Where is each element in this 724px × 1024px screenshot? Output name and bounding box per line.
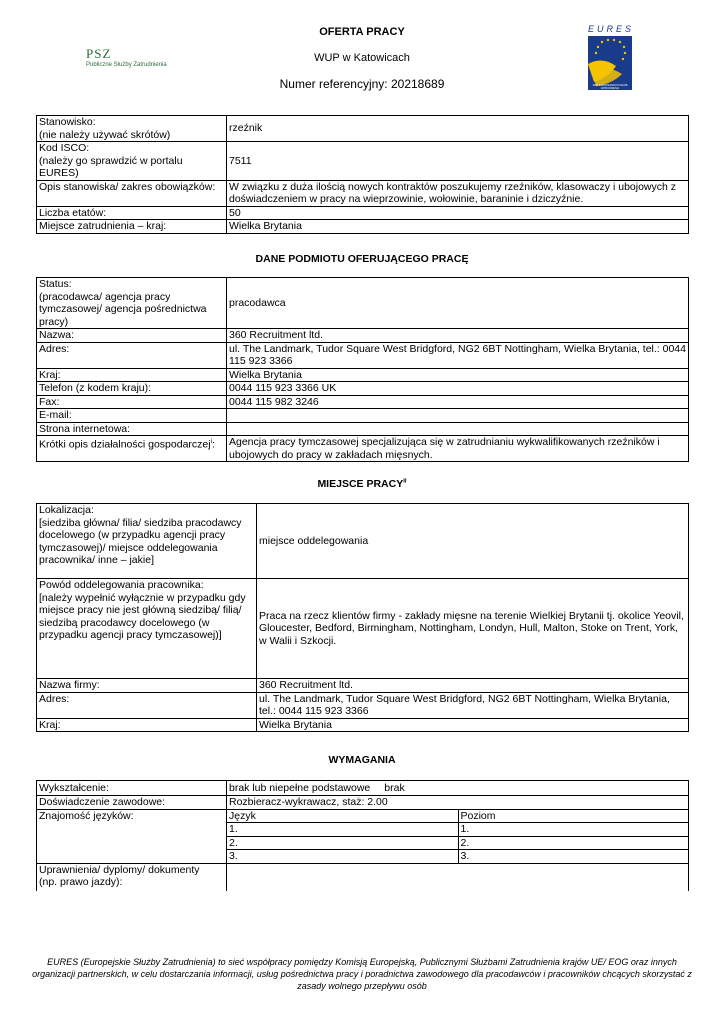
requirements-table (36, 780, 689, 891)
psz-logo-text: Publiczne Służby Zatrudnienia (86, 62, 167, 68)
workplace-table (36, 503, 689, 732)
document-title: OFERTA PRACY (319, 26, 405, 38)
education-value (227, 781, 689, 796)
location-value: miejsce oddelegowania (257, 504, 689, 579)
employer-address-label: Adres: (37, 342, 227, 368)
table-row (37, 220, 689, 234)
level-row-2: 2. (458, 836, 689, 850)
fax-label: Fax: (37, 395, 227, 409)
office-name: WUP w Katowicach (314, 52, 410, 64)
table-row (37, 180, 689, 206)
table-row (37, 809, 689, 863)
description-value: W związku z duża ilością nowych kontraktów poszukujemy rzeźników, klasowaczy i ubojowych z doświadczeniem w pracy na wieprzowinie, wołowinie, baraninie i dziczyźnie. (227, 180, 689, 206)
level-column-header: Poziom (458, 810, 689, 823)
education-value-secondary: brak (384, 781, 405, 794)
website-value (227, 422, 689, 436)
eures-logo (582, 24, 638, 94)
experience-value: Rozbieracz-wykrawacz, staż: 2.00 (227, 796, 689, 810)
table-row (37, 142, 689, 181)
workplace-country-label: Kraj: (37, 718, 257, 732)
table-row (37, 206, 689, 220)
employer-table (36, 277, 689, 462)
level-row-3: 3. (458, 850, 689, 863)
job-table (36, 115, 689, 234)
table-row (37, 863, 689, 891)
isco-label: Kod ISCO: (należy go sprawdzić w portalu EURES) (37, 142, 227, 181)
eures-logo-text: EURES (588, 24, 635, 34)
table-row (227, 810, 689, 823)
business-description-label (37, 436, 227, 462)
requirements-section-title: WYMAGANIA (328, 754, 396, 766)
table-row (37, 409, 689, 423)
reason-label: Powód oddelegowania pracownika: [należy wypełnić wyłącznie w przypadku gdy miejsce pracy nie jest główną siedzibą/ filią/ siedzibą pracodawcy docelowego (w przypadku agencji pracy tymczasowej)] (37, 579, 257, 679)
website-label: Strona internetowa: (37, 422, 227, 436)
language-row-1: 1. (227, 823, 458, 837)
reason-value: Praca na rzecz klientów firmy - zakłady mięsne na terenie Wielkiej Brytanii tj. okolice Yeovil, Gloucester, Bedford, Birmingham, Nottingham, Londyn, Hull, Malton, Stoke on Trent, York, w Walii i Szkocji. (257, 579, 689, 679)
business-description-label-text: Krótki opis działalności gospodarczej (39, 438, 211, 451)
employer-name-value: 360 Recruitment ltd. (227, 329, 689, 343)
licenses-label: Uprawnienia/ dyplomy/ dokumenty (np. prawo jazdy): (37, 863, 227, 891)
footnote-marker: i (210, 439, 212, 445)
psz-logo (86, 46, 167, 68)
table-row (37, 382, 689, 396)
employer-name-label: Nazwa: (37, 329, 227, 343)
employer-country-label: Kraj: (37, 368, 227, 382)
table-row (37, 116, 689, 142)
phone-value: 0044 115 923 3366 UK (227, 382, 689, 396)
table-row (37, 368, 689, 382)
languages-table (227, 810, 689, 863)
business-description-label-colon: : (211, 438, 215, 451)
table-row (37, 579, 689, 679)
business-description-value: Agencja pracy tymczasowej specjalizująca się w zatrudnianiu wykwalifikowanych rzeźników i ubojowych do pracy w zakładach mięsnych. (227, 436, 689, 462)
workplace-address-value: ul. The Landmark, Tudor Square West Bridgford, NG2 6BT Nottingham, Wielka Brytania, tel.: 0044 115 923 3366 (257, 692, 689, 718)
table-row (37, 692, 689, 718)
licenses-value (227, 863, 689, 891)
table-row (37, 796, 689, 810)
workplace-address-label: Adres: (37, 692, 257, 718)
email-label: E-mail: (37, 409, 227, 423)
language-row-3: 3. (227, 850, 458, 863)
table-row (37, 422, 689, 436)
email-value (227, 409, 689, 423)
education-value-text: brak lub niepełne podstawowe (229, 781, 371, 794)
country-value: Wielka Brytania (227, 220, 689, 234)
location-label: Lokalizacja: [siedziba główna/ filia/ siedziba pracodawcy docelowego (w przypadku agencji pracy tymczasowej)/ miejsce oddelegowania pracownika/ inne – jakie] (37, 504, 257, 579)
table-row (37, 329, 689, 343)
count-label: Liczba etatów: (37, 206, 227, 220)
footer-note: EURES (Europejskie Służby Zatrudnienia) to sieć współpracy pomiędzy Komisją Europejską, Publicznymi Służbami Zatrudnienia krajów UE/ EOG oraz innych organizacji partnerskich, w celu dostarczania informacji, usług pośrednictwa pracy i poradnictwa zawodowego dla pracodawców i pracowników chcących skorzystać z zasady wolnego przepływu osób (32, 957, 692, 991)
table-row (227, 836, 689, 850)
status-value: pracodawca (227, 278, 689, 329)
table-row (37, 342, 689, 368)
position-label: Stanowisko: (nie należy używać skrótów) (37, 116, 227, 142)
table-row (37, 436, 689, 462)
isco-value: 7511 (227, 142, 689, 181)
table-row (37, 718, 689, 732)
count-value: 50 (227, 206, 689, 220)
table-row (227, 823, 689, 837)
workplace-section-title (0, 478, 724, 490)
psz-logo-letters: PSZ (86, 46, 112, 61)
education-label: Wykształcenie: (37, 781, 227, 796)
workplace-section-title-text: MIEJSCE PRACY (317, 478, 404, 490)
table-row (227, 850, 689, 863)
table-row (37, 395, 689, 409)
country-label: Miejsce zatrudnienia – kraj: (37, 220, 227, 234)
table-row (37, 504, 689, 579)
fax-value: 0044 115 982 3246 (227, 395, 689, 409)
eures-logo-sub: SIEĆ EUROPEJSKICH SŁUŻB ZATRUDNIENIA (592, 84, 628, 90)
reference-number: Numer referencyjny: 20218689 (279, 77, 445, 91)
status-label: Status: (pracodawca/ agencja pracy tymczasowej/ agencja pośrednictwa pracy) (37, 278, 227, 329)
languages-label: Znajomość języków: (37, 809, 227, 863)
description-label: Opis stanowiska/ zakres obowiązków: (37, 180, 227, 206)
footnote-marker: ii (403, 478, 407, 485)
level-row-1: 1. (458, 823, 689, 837)
employer-country-value: Wielka Brytania (227, 368, 689, 382)
company-name-label: Nazwa firmy: (37, 679, 257, 693)
table-row (37, 278, 689, 329)
language-row-2: 2. (227, 836, 458, 850)
company-name-value: 360 Recruitment ltd. (257, 679, 689, 693)
employer-address-value: ul. The Landmark, Tudor Square West Bridgford, NG2 6BT Nottingham, Wielka Brytania, tel.: 0044 115 923 3366 (227, 342, 689, 368)
employer-section-title: DANE PODMIOTU OFERUJĄCEGO PRACĘ (255, 253, 469, 265)
experience-label: Doświadczenie zawodowe: (37, 796, 227, 810)
position-value: rzeźnik (227, 116, 689, 142)
table-row (37, 781, 689, 796)
language-column-header: Język (227, 810, 458, 823)
languages-cell (227, 809, 689, 863)
workplace-country-value: Wielka Brytania (257, 718, 689, 732)
phone-label: Telefon (z kodem kraju): (37, 382, 227, 396)
table-row (37, 679, 689, 693)
